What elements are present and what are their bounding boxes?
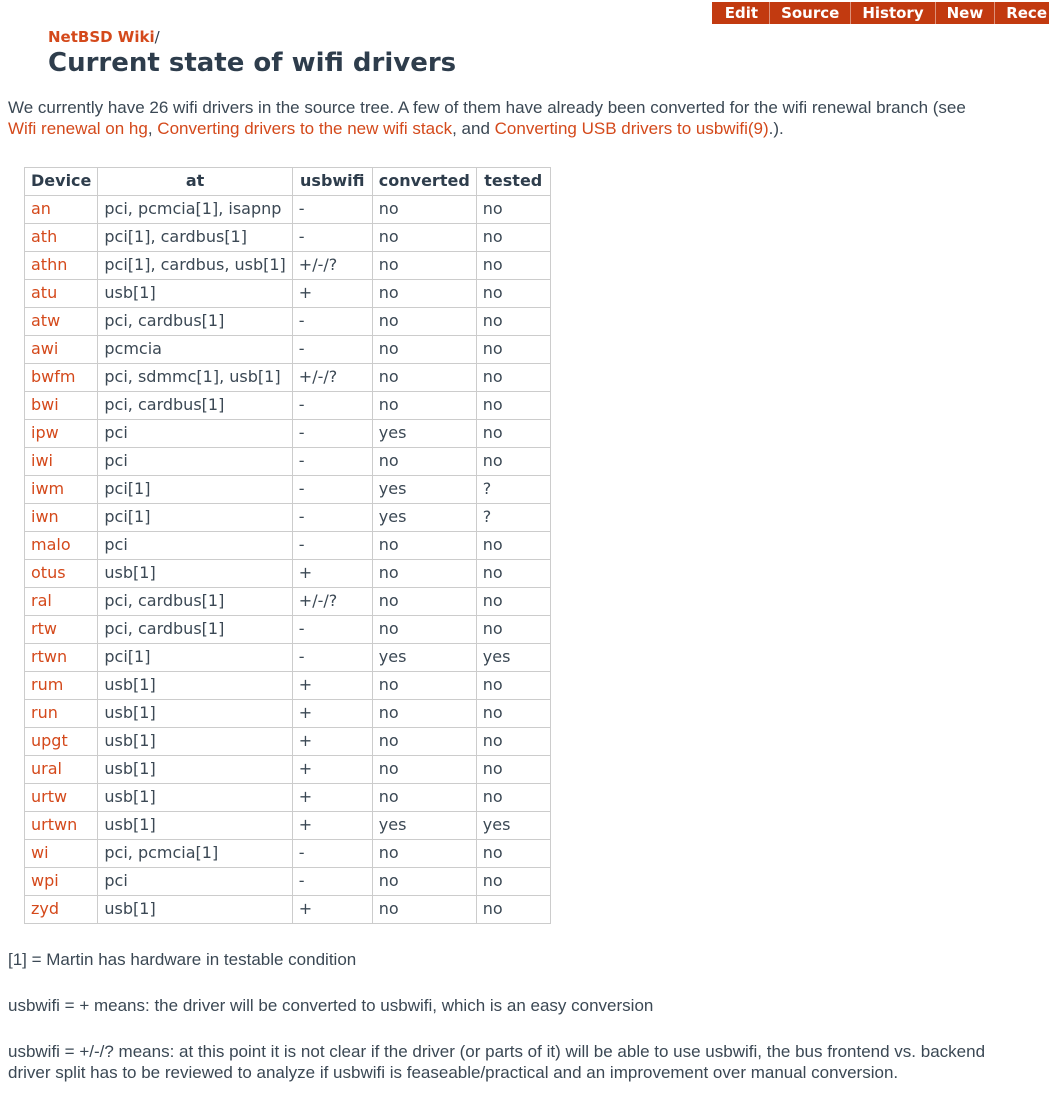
table-row	[25, 671, 551, 699]
column-header-converted: converted	[372, 167, 476, 195]
cell-at: usb[1]	[98, 895, 292, 923]
cell-tested: no	[476, 419, 550, 447]
cell-converted: yes	[372, 475, 476, 503]
cell-usbwifi: -	[292, 839, 372, 867]
cell-converted: yes	[372, 419, 476, 447]
breadcrumb	[48, 29, 1041, 46]
cell-converted: no	[372, 195, 476, 223]
device-link[interactable]: run	[31, 703, 58, 723]
cell-at: usb[1]	[98, 727, 292, 755]
cell-converted: no	[372, 251, 476, 279]
cell-usbwifi: -	[292, 223, 372, 251]
table-row	[25, 251, 551, 279]
cell-usbwifi: +	[292, 699, 372, 727]
cell-usbwifi: +/-/?	[292, 587, 372, 615]
device-link[interactable]: rtwn	[31, 647, 68, 667]
cell-at: pci	[98, 419, 292, 447]
table-row	[25, 307, 551, 335]
cell-tested: no	[476, 391, 550, 419]
cell-tested: no	[476, 307, 550, 335]
table-row	[25, 587, 551, 615]
cell-at: pci	[98, 447, 292, 475]
table-row	[25, 475, 551, 503]
column-header-usbwifi: usbwifi	[292, 167, 372, 195]
cell-converted: no	[372, 783, 476, 811]
column-header-at: at	[98, 167, 292, 195]
cell-at: pci	[98, 531, 292, 559]
cell-usbwifi: +/-/?	[292, 251, 372, 279]
cell-device	[25, 279, 98, 307]
intro-paragraph	[8, 97, 998, 140]
cell-usbwifi: -	[292, 503, 372, 531]
cell-usbwifi: -	[292, 307, 372, 335]
table-row	[25, 391, 551, 419]
device-link[interactable]: wpi	[31, 871, 59, 891]
cell-at: pci, cardbus[1]	[98, 391, 292, 419]
cell-at: pci[1], cardbus[1]	[98, 223, 292, 251]
cell-converted: no	[372, 699, 476, 727]
cell-device	[25, 223, 98, 251]
device-link[interactable]: ipw	[31, 423, 59, 443]
table-row	[25, 727, 551, 755]
cell-at: usb[1]	[98, 811, 292, 839]
cell-tested: no	[476, 867, 550, 895]
column-header-device: Device	[25, 167, 98, 195]
table-row	[25, 503, 551, 531]
cell-usbwifi: -	[292, 447, 372, 475]
table-row	[25, 447, 551, 475]
cell-at: usb[1]	[98, 783, 292, 811]
intro-text-after: .).	[768, 119, 784, 139]
cell-device	[25, 671, 98, 699]
cell-at: pci, pcmcia[1], isapnp	[98, 195, 292, 223]
cell-converted: yes	[372, 811, 476, 839]
table-row	[25, 615, 551, 643]
cell-at: pci, cardbus[1]	[98, 307, 292, 335]
device-link[interactable]: awi	[31, 339, 59, 359]
cell-device	[25, 755, 98, 783]
cell-usbwifi: -	[292, 391, 372, 419]
cell-tested: no	[476, 223, 550, 251]
cell-converted: no	[372, 279, 476, 307]
table-row	[25, 755, 551, 783]
driver-table-header	[25, 167, 551, 195]
cell-at: pcmcia	[98, 335, 292, 363]
device-link[interactable]: iwi	[31, 451, 53, 471]
device-link[interactable]: otus	[31, 563, 66, 583]
nav-item-recentchanges[interactable]: Rece	[994, 2, 1049, 24]
cell-tested: no	[476, 671, 550, 699]
nav-item-edit[interactable]: Edit	[724, 4, 759, 22]
nav-item-source[interactable]: Source	[769, 2, 850, 24]
cell-tested: yes	[476, 811, 550, 839]
cell-at: usb[1]	[98, 671, 292, 699]
cell-tested: no	[476, 335, 550, 363]
cell-device	[25, 531, 98, 559]
cell-at: pci[1], cardbus, usb[1]	[98, 251, 292, 279]
device-link[interactable]: athn	[31, 255, 68, 275]
cell-tested: no	[476, 895, 550, 923]
device-link[interactable]: iwn	[31, 507, 59, 527]
cell-device	[25, 559, 98, 587]
cell-at: pci[1]	[98, 503, 292, 531]
page-title: Current state of wifi drivers	[48, 47, 457, 78]
cell-device	[25, 587, 98, 615]
nav-item-history[interactable]: History	[850, 2, 934, 24]
cell-at: pci, cardbus[1]	[98, 615, 292, 643]
device-link[interactable]: zyd	[31, 899, 60, 919]
cell-device	[25, 811, 98, 839]
cell-tested: no	[476, 587, 550, 615]
cell-tested: no	[476, 531, 550, 559]
device-link[interactable]: ath	[31, 227, 58, 247]
table-row	[25, 699, 551, 727]
device-link[interactable]: upgt	[31, 731, 68, 751]
device-link[interactable]: atw	[31, 311, 61, 331]
table-row	[25, 839, 551, 867]
page-actions-bar	[712, 2, 1049, 24]
link-wifi-renewal-on-hg[interactable]: Wifi renewal on hg	[8, 119, 148, 139]
cell-usbwifi: +	[292, 671, 372, 699]
nav-item-new[interactable]: New	[935, 2, 995, 24]
breadcrumb-separator: /	[154, 28, 160, 46]
cell-usbwifi: +	[292, 811, 372, 839]
header-row	[25, 167, 551, 195]
device-link[interactable]: bwi	[31, 395, 59, 415]
cell-usbwifi: -	[292, 867, 372, 895]
cell-at: usb[1]	[98, 755, 292, 783]
cell-usbwifi: +	[292, 783, 372, 811]
device-link[interactable]: bwfm	[31, 367, 76, 387]
cell-device	[25, 839, 98, 867]
table-row	[25, 895, 551, 923]
cell-tested: yes	[476, 643, 550, 671]
device-link[interactable]: rtw	[31, 619, 57, 639]
device-link[interactable]: malo	[31, 535, 71, 555]
cell-converted: no	[372, 867, 476, 895]
cell-at: pci, sdmmc[1], usb[1]	[98, 363, 292, 391]
cell-at: usb[1]	[98, 559, 292, 587]
cell-device	[25, 699, 98, 727]
cell-at: pci, cardbus[1]	[98, 587, 292, 615]
cell-converted: no	[372, 531, 476, 559]
link-converting-drivers[interactable]: Converting drivers to the new wifi stack	[157, 119, 453, 139]
cell-usbwifi: -	[292, 643, 372, 671]
cell-converted: no	[372, 895, 476, 923]
cell-converted: no	[372, 335, 476, 363]
cell-device	[25, 727, 98, 755]
device-link[interactable]: ural	[31, 759, 62, 779]
footnote-usbwifi-plus: usbwifi = + means: the driver will be converted to usbwifi, which is an easy conversion	[8, 995, 654, 1015]
table-row	[25, 531, 551, 559]
device-link[interactable]: iwm	[31, 479, 65, 499]
cell-device	[25, 447, 98, 475]
column-header-tested: tested	[476, 167, 550, 195]
cell-device	[25, 475, 98, 503]
cell-converted: yes	[372, 503, 476, 531]
table-row	[25, 419, 551, 447]
cell-device	[25, 419, 98, 447]
cell-tested: no	[476, 447, 550, 475]
cell-usbwifi: +	[292, 727, 372, 755]
cell-tested: no	[476, 755, 550, 783]
cell-device	[25, 307, 98, 335]
cell-converted: no	[372, 755, 476, 783]
cell-converted: no	[372, 447, 476, 475]
cell-converted: no	[372, 559, 476, 587]
cell-device	[25, 251, 98, 279]
cell-tested: no	[476, 615, 550, 643]
cell-device	[25, 195, 98, 223]
cell-converted: no	[372, 615, 476, 643]
cell-device	[25, 503, 98, 531]
cell-converted: no	[372, 223, 476, 251]
cell-tested: no	[476, 839, 550, 867]
cell-usbwifi: -	[292, 475, 372, 503]
breadcrumb-wiki-link[interactable]: NetBSD Wiki	[48, 28, 155, 46]
device-link[interactable]: atu	[31, 283, 58, 303]
table-row	[25, 643, 551, 671]
table-row	[25, 195, 551, 223]
cell-tested: no	[476, 363, 550, 391]
cell-usbwifi: -	[292, 195, 372, 223]
table-row	[25, 335, 551, 363]
intro-sep1: ,	[147, 119, 158, 139]
cell-usbwifi: -	[292, 531, 372, 559]
wifi-driver-table	[24, 167, 551, 924]
cell-at: pci	[98, 867, 292, 895]
cell-tested: ?	[476, 503, 550, 531]
cell-converted: no	[372, 671, 476, 699]
cell-converted: no	[372, 839, 476, 867]
cell-usbwifi: +	[292, 559, 372, 587]
cell-at: usb[1]	[98, 279, 292, 307]
table-row	[25, 363, 551, 391]
table-row	[25, 223, 551, 251]
cell-tested: no	[476, 279, 550, 307]
cell-device	[25, 391, 98, 419]
device-link[interactable]: urtw	[31, 787, 68, 807]
driver-table-body	[25, 195, 551, 923]
cell-tested: no	[476, 195, 550, 223]
cell-usbwifi: -	[292, 419, 372, 447]
cell-usbwifi: +	[292, 755, 372, 783]
footnote-usbwifi-maybe: usbwifi = +/-/? means: at this point it is not clear if the driver (or parts of it) will be able to use usbwifi, the bus frontend vs. backend driver split has to be reviewed to analyze if usbwifi is feaseable/practical and an improvement over manual conversion.	[8, 1042, 986, 1083]
table-row	[25, 279, 551, 307]
cell-usbwifi: +	[292, 895, 372, 923]
link-converting-usb-drivers[interactable]: Converting USB drivers to usbwifi(9)	[494, 119, 769, 139]
intro-sep2: , and	[452, 119, 495, 139]
cell-converted: no	[372, 587, 476, 615]
cell-converted: no	[372, 391, 476, 419]
footnote-hardware: [1] = Martin has hardware in testable condition	[8, 949, 357, 969]
intro-text-before: We currently have 26 wifi drivers in the source tree. A few of them have already been converted for the wifi renewal branch (see	[8, 98, 966, 118]
cell-usbwifi: +/-/?	[292, 363, 372, 391]
cell-device	[25, 867, 98, 895]
cell-tested: no	[476, 783, 550, 811]
device-link[interactable]: wi	[31, 843, 49, 863]
cell-device	[25, 643, 98, 671]
cell-tested: no	[476, 251, 550, 279]
device-link[interactable]: rum	[31, 675, 64, 695]
cell-converted: no	[372, 307, 476, 335]
cell-device	[25, 363, 98, 391]
cell-device	[25, 335, 98, 363]
cell-at: pci, pcmcia[1]	[98, 839, 292, 867]
cell-at: pci[1]	[98, 475, 292, 503]
table-row	[25, 811, 551, 839]
cell-tested: no	[476, 559, 550, 587]
cell-device	[25, 895, 98, 923]
cell-usbwifi: -	[292, 335, 372, 363]
table-row	[25, 559, 551, 587]
cell-tested: no	[476, 699, 550, 727]
cell-converted: yes	[372, 643, 476, 671]
cell-converted: no	[372, 727, 476, 755]
device-link[interactable]: ral	[31, 591, 52, 611]
cell-at: usb[1]	[98, 699, 292, 727]
device-link[interactable]: an	[31, 199, 51, 219]
table-row	[25, 867, 551, 895]
cell-at: pci[1]	[98, 643, 292, 671]
cell-device	[25, 783, 98, 811]
cell-tested: no	[476, 727, 550, 755]
cell-usbwifi: +	[292, 279, 372, 307]
device-link[interactable]: urtwn	[31, 815, 78, 835]
cell-device	[25, 615, 98, 643]
cell-tested: ?	[476, 475, 550, 503]
cell-usbwifi: -	[292, 615, 372, 643]
cell-converted: no	[372, 363, 476, 391]
table-row	[25, 783, 551, 811]
